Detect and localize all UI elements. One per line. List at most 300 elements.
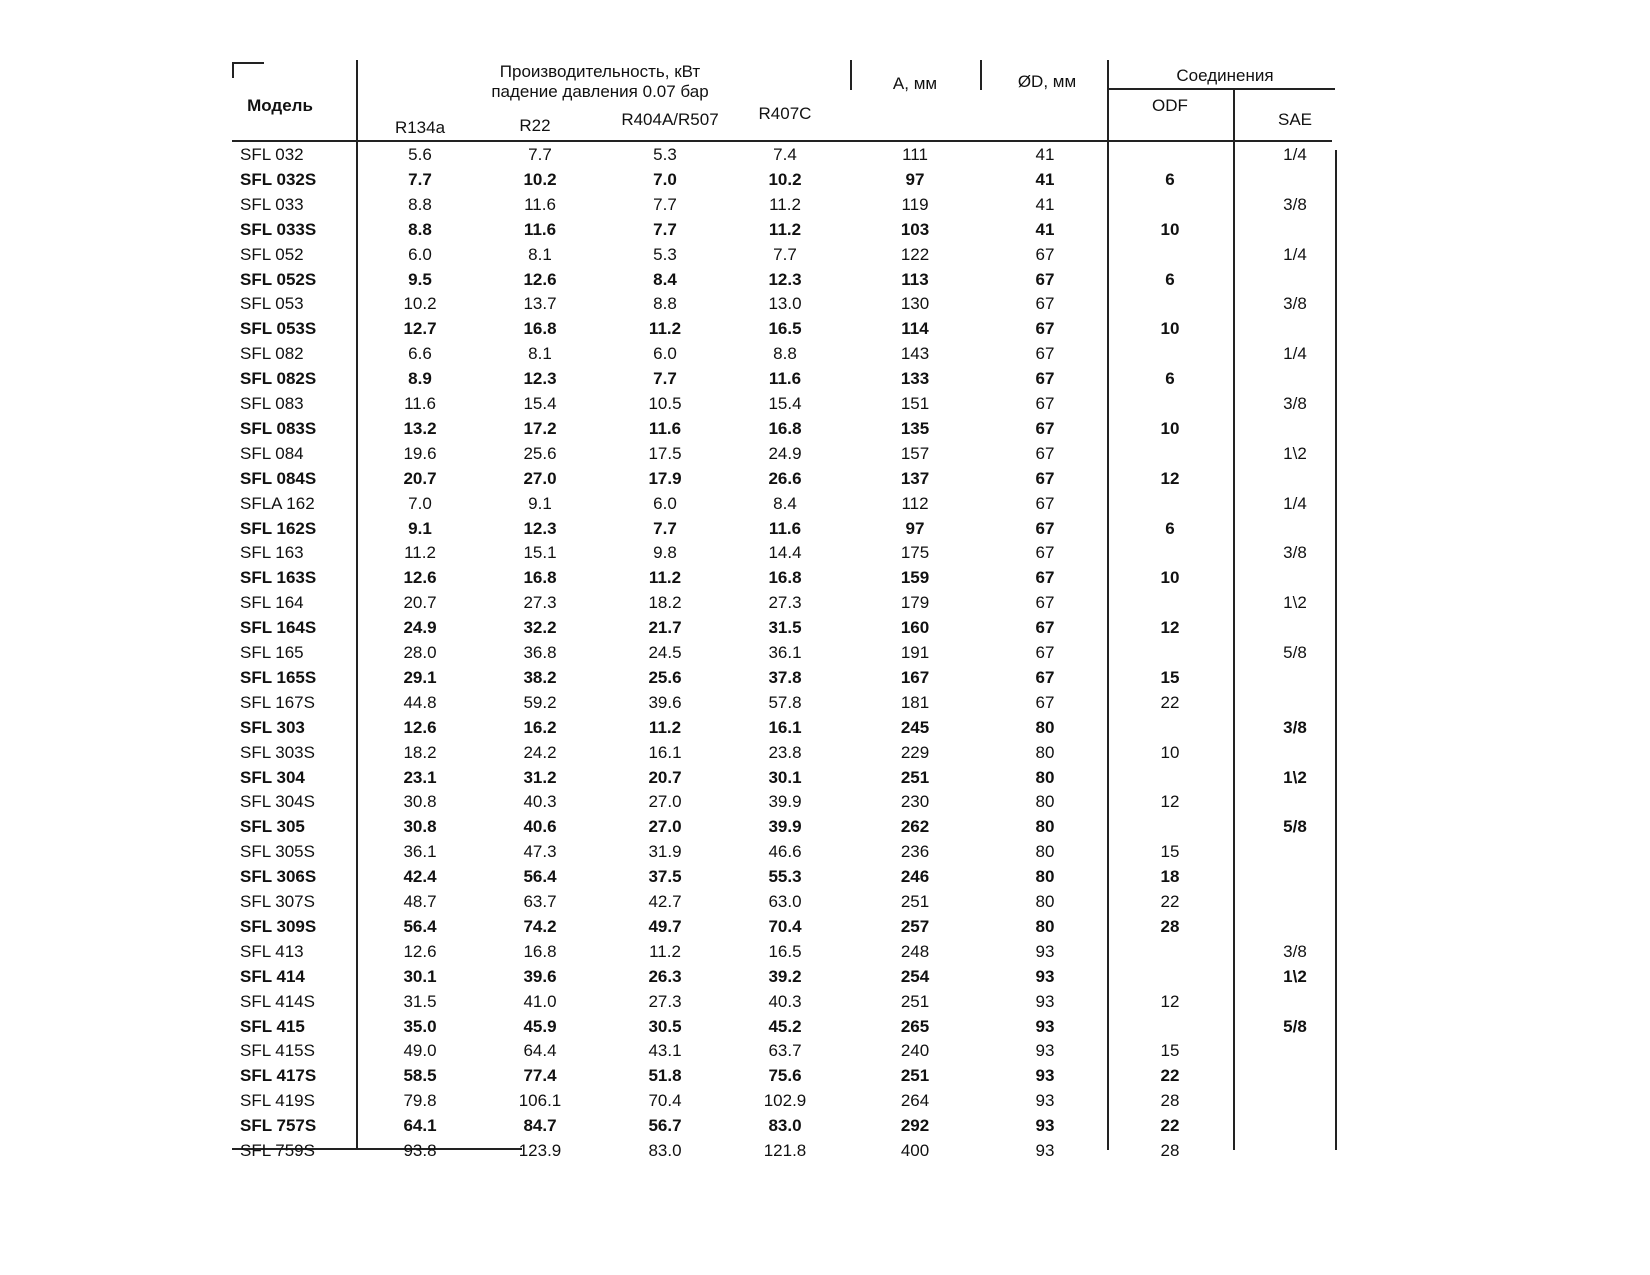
- cell-r407c: 46.6: [768, 842, 802, 862]
- cell-r407c: 16.5: [768, 319, 802, 339]
- cell-r22: 59.2: [523, 692, 557, 712]
- cell-d-mm: 67: [1035, 667, 1055, 687]
- cell-odf: [1135, 1014, 1205, 1040]
- cell-r22: 16.8: [523, 568, 557, 588]
- cell-a-mm: 246: [900, 867, 930, 887]
- cell-sae: 1\2: [1283, 443, 1307, 463]
- connections-header: Соединения: [1176, 66, 1274, 85]
- cell-odf: 10: [1160, 742, 1180, 762]
- cell-sae: 5/8: [1283, 1016, 1307, 1036]
- cell-r22: 45.9: [523, 1016, 557, 1036]
- cell-r404a: 7.7: [653, 194, 677, 214]
- cell-r404a: 7.7: [653, 219, 677, 239]
- table-row: [240, 291, 1410, 317]
- cell-model: SFL 165S: [240, 667, 317, 687]
- cell-model: SFL 052S: [240, 269, 317, 289]
- cell-odf: 15: [1160, 667, 1180, 687]
- cell-odf: [1135, 242, 1205, 268]
- cell-r22: 7.7: [528, 145, 552, 164]
- cell-sae: 1/4: [1283, 344, 1307, 364]
- capacity-header-line2: падение давления 0.07 бар: [491, 82, 709, 101]
- cell-sae: [1260, 839, 1330, 865]
- cell-r134a: 8.8: [408, 219, 432, 239]
- cell-d-mm: 80: [1035, 916, 1055, 936]
- cell-a-mm: 175: [900, 543, 930, 563]
- cell-r22: 106.1: [518, 1091, 562, 1111]
- cell-d-mm: 67: [1035, 468, 1055, 488]
- cell-a-mm: 151: [900, 394, 930, 413]
- cell-d-mm: 41: [1035, 219, 1055, 239]
- cell-sae: [1260, 366, 1330, 392]
- cell-r22: 56.4: [523, 867, 557, 887]
- cell-r134a: 23.1: [403, 767, 437, 787]
- cell-d-mm: 67: [1035, 344, 1055, 364]
- cell-r404a: 8.8: [653, 294, 677, 314]
- cell-sae: [1260, 740, 1330, 766]
- table-row: [240, 789, 1410, 815]
- table-row: [240, 640, 1410, 666]
- cell-r134a: 44.8: [403, 692, 437, 712]
- cell-d-mm: 80: [1035, 867, 1055, 887]
- cell-a-mm: 181: [900, 692, 930, 712]
- cell-d-mm: 80: [1035, 842, 1055, 862]
- cell-sae: 1/4: [1283, 244, 1307, 264]
- cell-odf: [1135, 491, 1205, 517]
- cell-sae: 1\2: [1283, 593, 1307, 613]
- cell-r22: 16.8: [523, 941, 557, 961]
- cell-a-mm: 130: [900, 294, 930, 314]
- cell-odf: [1135, 715, 1205, 741]
- cell-d-mm: 93: [1035, 1016, 1055, 1036]
- cell-sae: [1260, 1088, 1330, 1114]
- cell-r404a: 17.9: [648, 468, 682, 488]
- cell-r407c: 31.5: [768, 618, 802, 638]
- cell-r134a: 56.4: [403, 916, 437, 936]
- table-row: [240, 889, 1410, 915]
- cell-r22: 63.7: [523, 892, 557, 911]
- table-row: [240, 964, 1410, 990]
- cell-model: SFLA 162: [240, 493, 315, 513]
- capacity-header-line1: Производительность, кВт: [499, 62, 701, 81]
- cell-r22: 15.4: [523, 394, 557, 413]
- cell-sae: [1260, 1063, 1330, 1089]
- cell-r404a: 5.3: [653, 145, 677, 164]
- cell-model: SFL 033: [240, 194, 304, 214]
- cell-r134a: 7.0: [408, 493, 432, 513]
- cell-odf: 28: [1160, 1141, 1180, 1160]
- cell-sae: [1260, 864, 1330, 890]
- cell-r134a: 20.7: [403, 468, 437, 488]
- cell-odf: [1135, 192, 1205, 218]
- cell-d-mm: 67: [1035, 643, 1055, 662]
- table-row: [240, 1063, 1410, 1089]
- cell-model: SFL 303S: [240, 742, 315, 762]
- cell-r134a: 30.8: [403, 792, 437, 812]
- table-row: [240, 192, 1410, 218]
- cell-a-mm: 97: [905, 169, 925, 189]
- cell-r22: 9.1: [528, 493, 552, 513]
- cell-d-mm: 93: [1035, 1141, 1055, 1160]
- cell-sae: [1260, 615, 1330, 641]
- cell-sae: [1260, 466, 1330, 492]
- cell-d-mm: 67: [1035, 692, 1055, 712]
- cell-sae: 3/8: [1283, 294, 1307, 314]
- cell-r22: 16.8: [523, 319, 557, 339]
- cell-sae: 1\2: [1283, 767, 1307, 787]
- cell-odf: [1135, 814, 1205, 840]
- cell-odf: 28: [1160, 1091, 1180, 1111]
- cell-model: SFL 167S: [240, 692, 315, 712]
- cell-a-mm: 229: [900, 742, 930, 762]
- cell-a-mm: 167: [900, 667, 930, 687]
- cell-sae: [1260, 217, 1330, 243]
- cell-r22: 15.1: [523, 543, 557, 563]
- cell-model: SFL 417S: [240, 1066, 317, 1086]
- cell-r404a: 27.0: [648, 792, 682, 812]
- cell-r404a: 18.2: [648, 593, 682, 613]
- cell-model: SFL 162S: [240, 518, 317, 538]
- cell-r407c: 24.9: [768, 443, 802, 463]
- cell-r404a: 20.7: [648, 767, 682, 787]
- cell-odf: 22: [1160, 692, 1180, 712]
- cell-model: SFL 414S: [240, 991, 315, 1011]
- table-row: [240, 690, 1410, 716]
- cell-r22: 38.2: [523, 667, 557, 687]
- cell-odf: [1135, 391, 1205, 417]
- cell-model: SFL 164S: [240, 618, 317, 638]
- cell-r134a: 12.6: [403, 568, 437, 588]
- cell-d-mm: 93: [1035, 966, 1055, 986]
- r134a-header: R134a: [394, 118, 446, 137]
- table-row: [240, 491, 1410, 517]
- cell-d-mm: 67: [1035, 319, 1055, 339]
- table-row: [240, 715, 1410, 741]
- cell-odf: 6: [1165, 169, 1175, 189]
- table-row: [240, 1014, 1410, 1040]
- table-row: [240, 1038, 1410, 1064]
- cell-odf: 22: [1160, 1066, 1180, 1086]
- cell-r407c: 45.2: [768, 1016, 802, 1036]
- cell-model: SFL 304: [240, 767, 305, 787]
- cell-sae: [1260, 665, 1330, 691]
- cell-r134a: 58.5: [403, 1066, 437, 1086]
- cell-odf: [1135, 341, 1205, 367]
- spec-table: [240, 60, 1410, 1210]
- cell-odf: [1135, 939, 1205, 965]
- cell-d-mm: 80: [1035, 742, 1055, 762]
- cell-d-mm: 93: [1035, 1116, 1055, 1136]
- cell-d-mm: 93: [1035, 1041, 1055, 1061]
- cell-model: SFL 053S: [240, 319, 317, 339]
- cell-r404a: 25.6: [648, 667, 682, 687]
- cell-r22: 27.3: [523, 593, 557, 613]
- cell-a-mm: 114: [901, 319, 929, 339]
- cell-odf: 28: [1160, 916, 1180, 936]
- cell-r22: 40.6: [523, 817, 557, 837]
- cell-a-mm: 251: [900, 991, 930, 1011]
- cell-r407c: 30.1: [768, 767, 802, 787]
- cell-r407c: 15.4: [768, 394, 802, 413]
- table-row: [240, 540, 1410, 566]
- cell-r134a: 5.6: [408, 145, 432, 164]
- cell-r407c: 36.1: [768, 643, 802, 662]
- cell-r22: 11.6: [523, 219, 557, 239]
- cell-r404a: 11.2: [648, 319, 682, 339]
- cell-a-mm: 157: [900, 443, 930, 463]
- cell-a-mm: 264: [900, 1091, 930, 1111]
- cell-a-mm: 112: [901, 493, 929, 513]
- cell-a-mm: 133: [900, 369, 930, 389]
- cell-a-mm: 143: [900, 344, 930, 364]
- table-row: [240, 989, 1410, 1015]
- table-row: [240, 341, 1410, 367]
- cell-odf: 15: [1160, 842, 1180, 862]
- cell-odf: [1135, 540, 1205, 566]
- cell-d-mm: 67: [1035, 618, 1055, 638]
- cell-model: SFL 415: [240, 1016, 305, 1036]
- dimensions-divider: [850, 60, 852, 90]
- cell-r404a: 56.7: [648, 1116, 682, 1136]
- cell-sae: [1260, 416, 1330, 442]
- cell-r404a: 16.1: [648, 742, 682, 762]
- cell-a-mm: 251: [900, 1066, 930, 1086]
- cell-r22: 24.2: [523, 742, 557, 762]
- cell-r407c: 11.2: [769, 194, 801, 214]
- cell-d-mm: 67: [1035, 294, 1055, 314]
- cell-r404a: 11.2: [648, 568, 682, 588]
- cell-r134a: 8.8: [408, 194, 432, 214]
- cell-r407c: 57.8: [768, 692, 802, 712]
- cell-r22: 31.2: [523, 767, 557, 787]
- cell-r134a: 12.6: [403, 941, 437, 961]
- cell-d-mm: 80: [1035, 892, 1055, 911]
- cell-r22: 77.4: [523, 1066, 557, 1086]
- cell-r407c: 70.4: [768, 916, 802, 936]
- cell-d-mm: 80: [1035, 792, 1055, 812]
- cell-a-mm: 400: [900, 1141, 930, 1160]
- cell-r404a: 27.3: [648, 991, 682, 1011]
- cell-model: SFL 305: [240, 817, 305, 837]
- table-row: [240, 914, 1410, 940]
- cell-d-mm: 67: [1035, 593, 1055, 613]
- odf-header: ODF: [1152, 96, 1188, 115]
- cell-r134a: 35.0: [403, 1016, 437, 1036]
- cell-sae: [1260, 914, 1330, 940]
- cell-sae: 5/8: [1283, 817, 1307, 837]
- cell-r407c: 40.3: [768, 991, 802, 1011]
- cell-model: SFL 082S: [240, 369, 317, 389]
- cell-odf: [1135, 765, 1205, 791]
- cell-odf: 12: [1160, 468, 1180, 488]
- cell-r22: 84.7: [523, 1116, 557, 1136]
- cell-a-mm: 262: [900, 817, 930, 837]
- r407c-header: R407C: [758, 104, 812, 123]
- cell-a-mm: 236: [900, 842, 930, 862]
- table-row: [240, 142, 1410, 168]
- cell-r134a: 42.4: [403, 867, 437, 887]
- cell-d-mm: 67: [1035, 418, 1055, 438]
- cell-a-mm: 251: [900, 892, 930, 911]
- cell-model: SFL 419S: [240, 1091, 315, 1111]
- cell-model: SFL 032: [240, 145, 304, 164]
- cell-r407c: 7.4: [773, 145, 797, 164]
- table-row: [240, 217, 1410, 243]
- cell-r407c: 23.8: [768, 742, 802, 762]
- cell-r22: 27.0: [523, 468, 557, 488]
- cell-a-mm: 159: [900, 568, 930, 588]
- cell-r407c: 16.1: [768, 717, 802, 737]
- cell-r407c: 14.4: [768, 543, 802, 563]
- cell-r134a: 7.7: [408, 169, 432, 189]
- cell-r134a: 30.1: [403, 966, 437, 986]
- cell-r404a: 17.5: [648, 443, 682, 463]
- cell-model: SFL 303: [240, 717, 305, 737]
- cell-r404a: 43.1: [648, 1041, 682, 1061]
- cell-odf: 6: [1165, 269, 1175, 289]
- cell-r404a: 30.5: [648, 1016, 682, 1036]
- cell-odf: [1135, 291, 1205, 317]
- cell-sae: [1260, 789, 1330, 815]
- cell-model: SFL 163: [240, 543, 304, 563]
- cell-d-mm: 93: [1035, 991, 1055, 1011]
- cell-r404a: 8.4: [653, 269, 677, 289]
- table-row: [240, 839, 1410, 865]
- table-row: [240, 864, 1410, 890]
- cell-r134a: 31.5: [403, 991, 437, 1011]
- cell-model: SFL 032S: [240, 169, 317, 189]
- cell-r22: 47.3: [523, 842, 557, 862]
- cell-r407c: 12.3: [768, 269, 802, 289]
- cell-sae: 5/8: [1283, 643, 1307, 662]
- cell-model: SFL 413: [240, 941, 304, 961]
- cell-a-mm: 245: [900, 717, 930, 737]
- cell-odf: 12: [1160, 618, 1180, 638]
- table-row: [240, 939, 1410, 965]
- cell-sae: [1260, 989, 1330, 1015]
- cell-model: SFL 052: [240, 244, 304, 264]
- cell-sae: [1260, 516, 1330, 542]
- table-row: [240, 765, 1410, 791]
- cell-a-mm: 135: [900, 418, 930, 438]
- cell-r404a: 42.7: [648, 892, 682, 911]
- cell-r134a: 79.8: [403, 1091, 437, 1111]
- cell-r404a: 7.0: [653, 169, 677, 189]
- cell-r404a: 31.9: [648, 842, 682, 862]
- cell-r134a: 19.6: [403, 443, 437, 463]
- cell-r22: 8.1: [528, 244, 552, 264]
- cell-a-mm: 119: [901, 194, 929, 214]
- cell-sae: 3/8: [1283, 394, 1307, 413]
- cell-a-mm: 230: [900, 792, 930, 812]
- cell-odf: 18: [1160, 867, 1180, 887]
- cell-r134a: 93.8: [403, 1141, 437, 1160]
- cell-sae: [1260, 167, 1330, 193]
- cell-model: SFL 307S: [240, 892, 315, 911]
- table-row: [240, 167, 1410, 193]
- cell-sae: 1/4: [1283, 493, 1307, 513]
- cell-r134a: 10.2: [403, 294, 437, 314]
- cell-sae: 3/8: [1283, 543, 1307, 563]
- cell-model: SFL 084S: [240, 468, 317, 488]
- cell-d-mm: 80: [1035, 817, 1055, 837]
- cell-r134a: 13.2: [403, 418, 437, 438]
- cell-r407c: 16.5: [768, 941, 802, 961]
- cell-sae: [1260, 889, 1330, 915]
- cell-r22: 36.8: [523, 643, 557, 662]
- table-row: [240, 516, 1410, 542]
- cell-odf: [1135, 441, 1205, 467]
- table-row: [240, 1088, 1410, 1114]
- cell-a-mm: 254: [900, 966, 930, 986]
- cell-r407c: 102.9: [763, 1091, 807, 1111]
- cell-odf: [1135, 640, 1205, 666]
- cell-r22: 16.2: [523, 717, 557, 737]
- cell-r407c: 13.0: [768, 294, 802, 314]
- cell-odf: [1135, 142, 1205, 168]
- cell-r404a: 21.7: [648, 618, 682, 638]
- r22-header: R22: [519, 116, 551, 135]
- cell-d-mm: 67: [1035, 493, 1055, 513]
- cell-r22: 64.4: [523, 1041, 557, 1061]
- cell-r404a: 26.3: [648, 966, 682, 986]
- cell-sae: [1260, 565, 1330, 591]
- cell-a-mm: 137: [900, 468, 930, 488]
- cell-r404a: 27.0: [648, 817, 682, 837]
- cell-a-mm: 265: [900, 1016, 930, 1036]
- model-header: Модель: [247, 96, 313, 115]
- cell-r407c: 39.9: [768, 792, 802, 812]
- cell-r407c: 39.2: [768, 966, 802, 986]
- cell-model: SFL 414: [240, 966, 305, 986]
- cell-a-mm: 160: [900, 618, 930, 638]
- d-column-divider: [980, 60, 982, 90]
- cell-d-mm: 93: [1035, 941, 1055, 961]
- sae-header: SAE: [1277, 110, 1313, 129]
- cell-sae: [1260, 1138, 1330, 1164]
- cell-r22: 11.6: [524, 194, 556, 214]
- cell-r404a: 11.2: [649, 941, 681, 961]
- cell-a-mm: 97: [905, 518, 925, 538]
- cell-r404a: 5.3: [653, 244, 677, 264]
- table-row: [240, 267, 1410, 293]
- cell-d-mm: 80: [1035, 717, 1055, 737]
- cell-r407c: 37.8: [768, 667, 802, 687]
- cell-odf: [1135, 590, 1205, 616]
- cell-r407c: 16.8: [768, 568, 802, 588]
- cell-r407c: 63.7: [768, 1041, 802, 1061]
- cell-d-mm: 80: [1035, 767, 1055, 787]
- cell-r134a: 30.8: [403, 817, 437, 837]
- cell-r404a: 6.0: [653, 344, 677, 364]
- cell-a-mm: 292: [900, 1116, 930, 1136]
- cell-d-mm: 67: [1035, 244, 1055, 264]
- cell-r134a: 28.0: [403, 643, 437, 662]
- cell-r407c: 83.0: [768, 1116, 802, 1136]
- cell-a-mm: 251: [900, 767, 930, 787]
- cell-d-mm: 41: [1035, 194, 1055, 214]
- table-row: [240, 391, 1410, 417]
- cell-r22: 13.7: [523, 294, 557, 314]
- cell-model: SFL 164: [240, 593, 304, 613]
- cell-r22: 12.3: [523, 518, 557, 538]
- a-mm-header: A, мм: [892, 74, 938, 93]
- cell-r404a: 70.4: [648, 1091, 682, 1111]
- cell-d-mm: 41: [1035, 169, 1055, 189]
- cell-a-mm: 240: [900, 1041, 930, 1061]
- cell-odf: 10: [1160, 418, 1180, 438]
- cell-r404a: 7.7: [653, 369, 677, 389]
- cell-sae: 3/8: [1283, 717, 1307, 737]
